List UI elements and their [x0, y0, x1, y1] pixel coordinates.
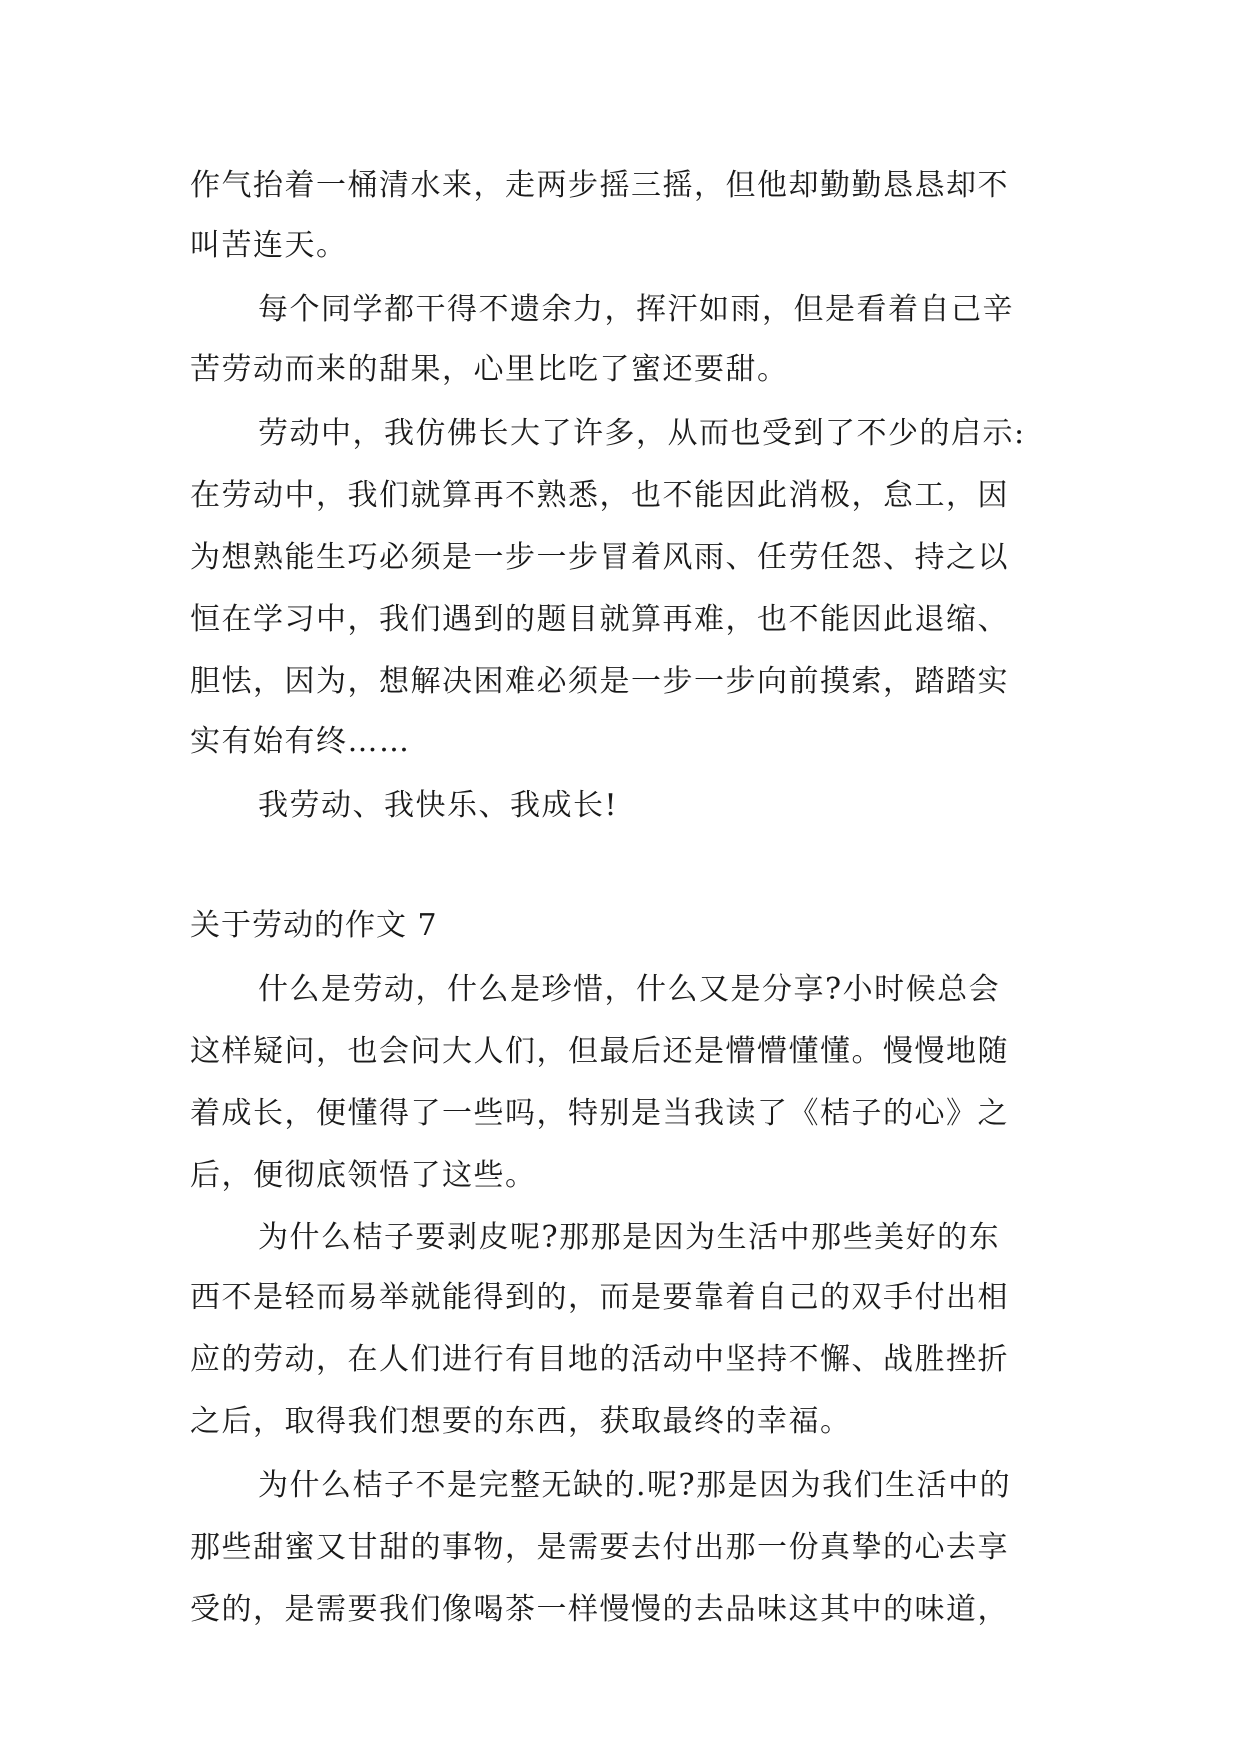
text-line: 实有始有终……	[190, 724, 411, 759]
text-line: 受的，是需要我们像喝茶一样慢慢的去品味这其中的味道，	[190, 1592, 1009, 1627]
text-line: 胆怯，因为，想解决困难必须是一步一步向前摸索，踏踏实	[190, 664, 1009, 699]
text-line: 苦劳动而来的甜果，心里比吃了蜜还要甜。	[190, 352, 789, 387]
section-heading: 关于劳动的作文 7	[190, 908, 438, 943]
text-line: 后，便彻底领悟了这些。	[190, 1158, 537, 1193]
text-line: 恒在学习中，我们遇到的题目就算再难，也不能因此退缩、	[190, 602, 1009, 637]
text-line: 着成长，便懂得了一些吗，特别是当我读了《桔子的心》之	[190, 1096, 1009, 1131]
text-line: 这样疑问，也会问大人们，但最后还是懵懵懂懂。慢慢地随	[190, 1034, 1009, 1069]
paragraph-start: 为什么桔子不是完整无缺的.呢?那是因为我们生活中的	[258, 1468, 1012, 1503]
text-line: 在劳动中，我们就算再不熟悉，也不能因此消极，怠工，因	[190, 478, 1009, 513]
text-line: 应的劳动，在人们进行有目地的活动中坚持不懈、战胜挫折	[190, 1342, 1009, 1377]
text-line: 作气抬着一桶清水来，走两步摇三摇，但他却勤勤恳恳却不	[190, 168, 1009, 203]
text-line: 那些甜蜜又甘甜的事物，是需要去付出那一份真挚的心去享	[190, 1530, 1009, 1565]
paragraph-start: 我劳动、我快乐、我成长!	[258, 788, 619, 823]
text-line: 叫苦连天。	[190, 228, 348, 263]
paragraph-start: 劳动中，我仿佛长大了许多，从而也受到了不少的启示:	[258, 416, 1026, 451]
paragraph-start: 什么是劳动，什么是珍惜，什么又是分享?小时候总会	[258, 972, 1001, 1007]
paragraph-start: 为什么桔子要剥皮呢?那那是因为生活中那些美好的东	[258, 1220, 1001, 1255]
text-line: 西不是轻而易举就能得到的，而是要靠着自己的双手付出相	[190, 1280, 1009, 1315]
text-line: 为想熟能生巧必须是一步一步冒着风雨、任劳任怨、持之以	[190, 540, 1009, 575]
text-line: 之后，取得我们想要的东西，获取最终的幸福。	[190, 1404, 852, 1439]
paragraph-start: 每个同学都干得不遗余力，挥汗如雨，但是看着自己辛	[258, 292, 1014, 327]
